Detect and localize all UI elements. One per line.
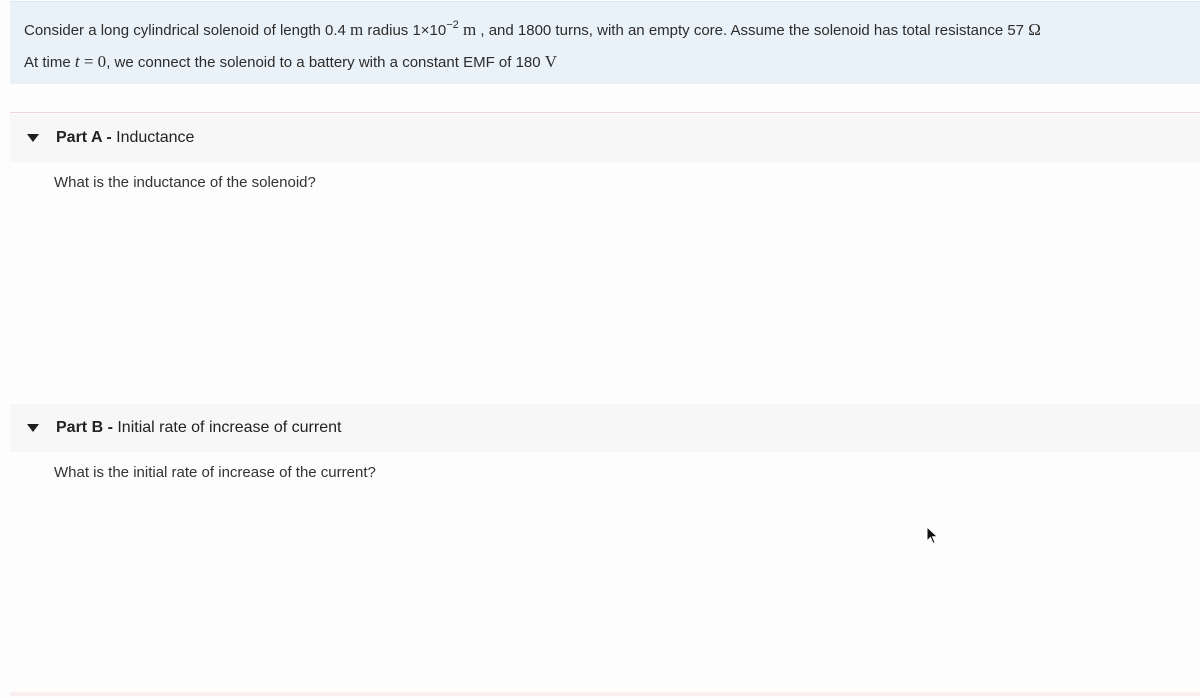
variable-t: t xyxy=(74,52,80,71)
part-a-question: What is the inductance of the solenoid? xyxy=(54,174,316,191)
part-label: Part A xyxy=(56,129,102,146)
section-divider xyxy=(10,112,1200,113)
part-a-title[interactable] xyxy=(56,129,194,147)
unit-meter: m xyxy=(462,20,477,39)
part-b-question: What is the initial rate of increase of the current? xyxy=(54,464,376,481)
problem-text: radius 1×10 xyxy=(363,22,447,39)
exponent: −2 xyxy=(446,19,459,31)
problem-text: Consider a long cylindrical solenoid of length 0.4 xyxy=(24,22,351,39)
collapse-triangle-icon[interactable] xyxy=(27,134,39,142)
part-b-title[interactable] xyxy=(56,419,341,437)
collapse-triangle-icon[interactable] xyxy=(27,424,39,432)
part-b-header[interactable] xyxy=(10,404,1200,452)
problem-line-2 xyxy=(24,52,557,72)
part-a-header[interactable] xyxy=(10,114,1200,162)
part-label: Part B xyxy=(56,419,104,436)
problem-statement xyxy=(10,1,1200,84)
problem-text: , we connect the solenoid to a battery with a constant EMF of 180 xyxy=(106,54,545,71)
part-name: Initial rate of increase of current xyxy=(117,419,342,436)
part-separator: - xyxy=(101,129,117,146)
part-separator: - xyxy=(103,419,118,436)
mouse-pointer-icon xyxy=(926,526,940,546)
equation: = 0 xyxy=(79,52,107,71)
unit-volt: V xyxy=(544,52,558,71)
next-section-edge xyxy=(10,692,1200,696)
part-name: Inductance xyxy=(116,129,195,146)
unit-meter: m xyxy=(350,20,364,39)
problem-line-1 xyxy=(24,20,1041,40)
unit-ohm: Ω xyxy=(1028,20,1041,39)
problem-text: , and 1800 turns, with an empty core. Assume the solenoid has total resistance 57 xyxy=(476,22,1029,39)
problem-text: At time xyxy=(24,54,75,71)
